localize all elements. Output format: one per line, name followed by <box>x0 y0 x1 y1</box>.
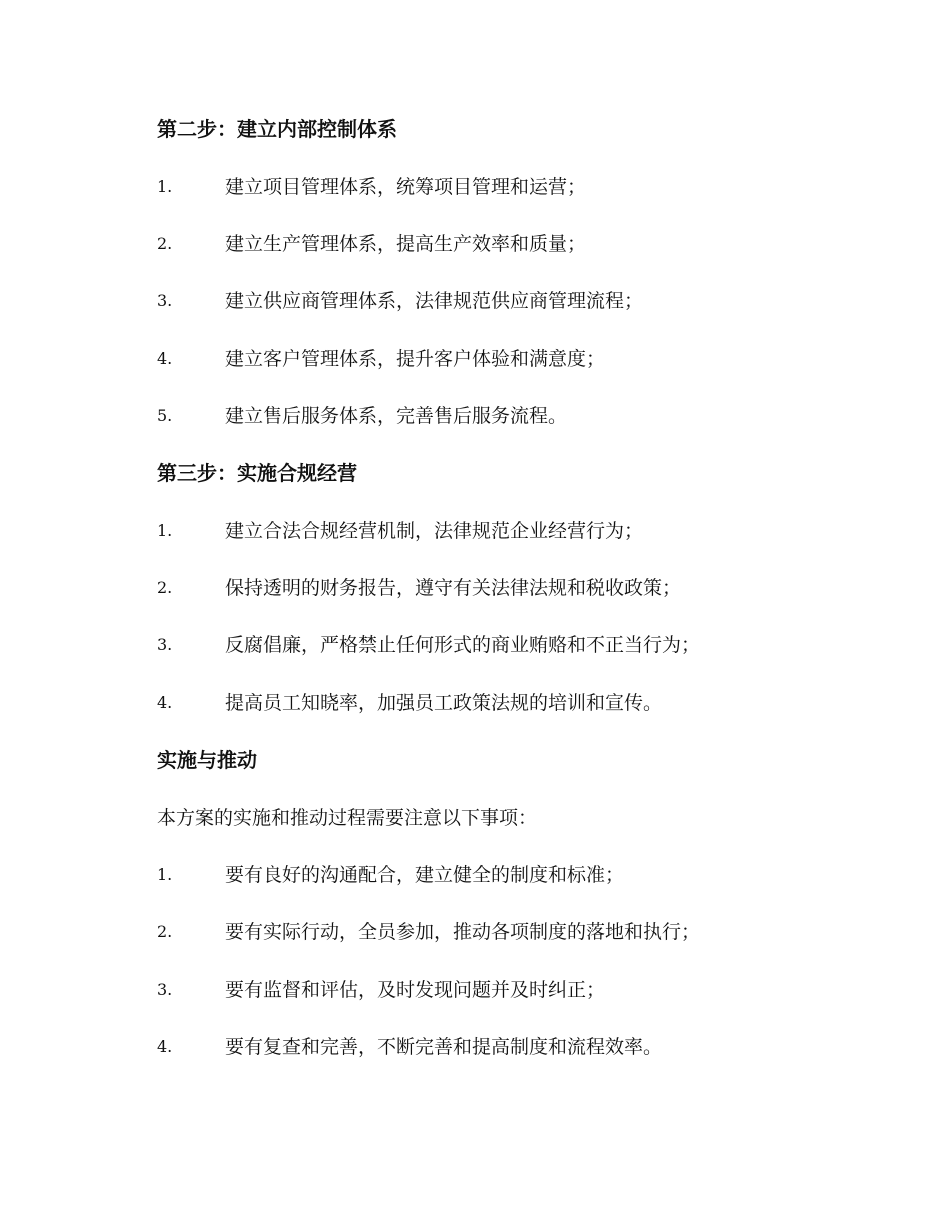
list-item <box>157 516 857 546</box>
list-item-text: 要有实际行动，全员参加，推动各项制度的落地和执行； <box>225 921 701 943</box>
list-item-number: 5. <box>157 406 173 425</box>
list-item-text: 建立项目管理体系，统筹项目管理和运营； <box>225 176 587 198</box>
list-item-number: 4. <box>157 349 173 368</box>
list-item-number: 2. <box>157 234 173 253</box>
list-item-number: 3. <box>157 980 173 999</box>
list-item-text: 反腐倡廉，严格禁止任何形式的商业贿赂和不正当行为； <box>225 634 701 656</box>
list-item-number: 1. <box>157 521 173 540</box>
list-item <box>157 917 857 947</box>
list-item <box>157 401 857 431</box>
list-item <box>157 573 857 603</box>
section-heading-step-two: 第二步：建立内部控制体系 <box>157 117 397 141</box>
list-item-number: 1. <box>157 177 173 196</box>
list-item <box>157 229 857 259</box>
list-item-text: 保持透明的财务报告，遵守有关法律法规和税收政策； <box>225 577 682 599</box>
list-item-text: 建立供应商管理体系，法律规范供应商管理流程； <box>225 290 644 312</box>
list-item <box>157 630 857 660</box>
section-heading-implementation: 实施与推动 <box>157 748 257 772</box>
list-item-number: 2. <box>157 578 173 597</box>
list-item-text: 建立生产管理体系，提高生产效率和质量； <box>225 233 587 255</box>
list-item-number: 1. <box>157 865 173 884</box>
section-heading-step-three: 第三步：实施合规经营 <box>157 461 357 485</box>
list-item-text: 要有复查和完善，不断完善和提高制度和流程效率。 <box>225 1036 663 1058</box>
list-item-text: 要有监督和评估，及时发现问题并及时纠正； <box>225 979 606 1001</box>
list-item <box>157 688 857 718</box>
list-item <box>157 1032 857 1062</box>
list-item-number: 2. <box>157 922 173 941</box>
list-item <box>157 172 857 202</box>
list-item-number: 4. <box>157 1037 173 1056</box>
list-item-text: 建立客户管理体系，提升客户体验和满意度； <box>225 348 606 370</box>
section-intro-paragraph: 本方案的实施和推动过程需要注意以下事项： <box>157 807 538 829</box>
list-item-number: 3. <box>157 291 173 310</box>
list-item-number: 3. <box>157 635 173 654</box>
list-item-text: 提高员工知晓率，加强员工政策法规的培训和宣传。 <box>225 692 663 714</box>
list-item-text: 建立合法合规经营机制，法律规范企业经营行为； <box>225 520 644 542</box>
list-item <box>157 860 857 890</box>
list-item <box>157 975 857 1005</box>
list-item-number: 4. <box>157 693 173 712</box>
list-item <box>157 286 857 316</box>
list-item-text: 建立售后服务体系，完善售后服务流程。 <box>225 405 568 427</box>
list-item <box>157 344 857 374</box>
list-item-text: 要有良好的沟通配合，建立健全的制度和标准； <box>225 864 625 886</box>
